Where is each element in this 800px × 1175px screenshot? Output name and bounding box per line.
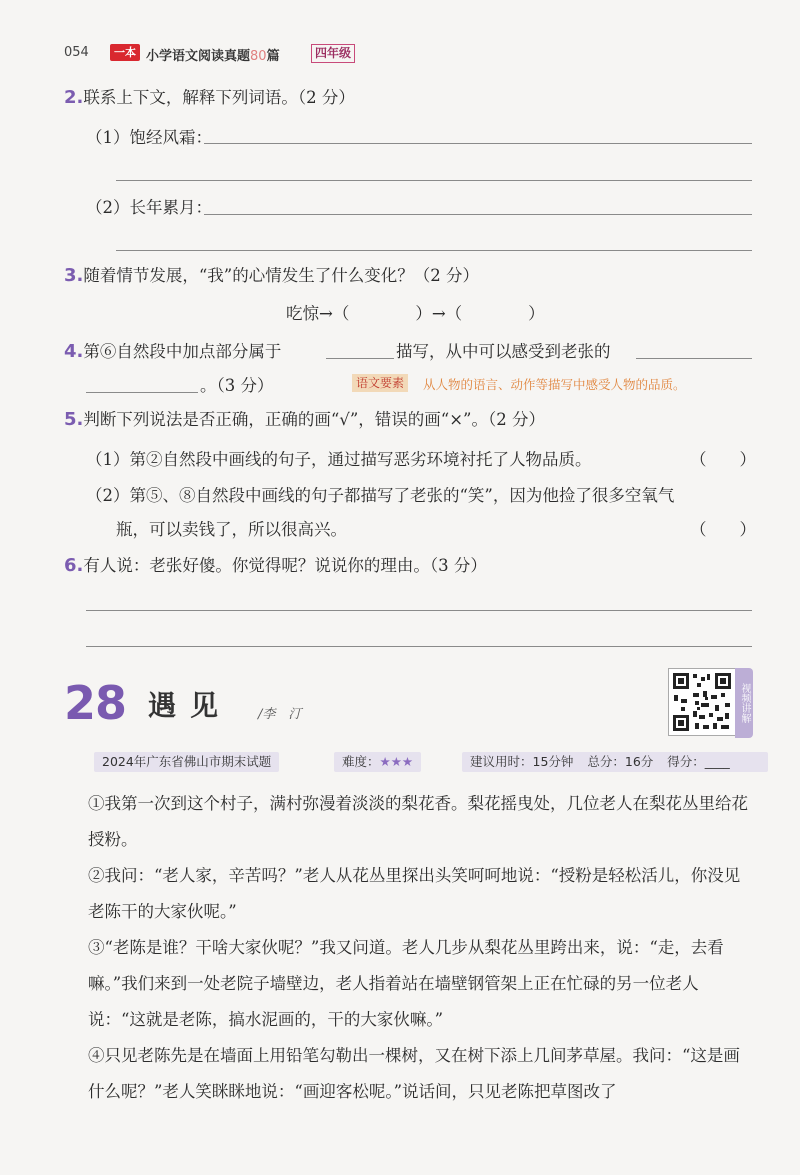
question-4 [64, 338, 281, 362]
question-5-item-1: （1）第②自然段中画线的句子，通过描写恶劣环境衬托了人物品质。 [86, 450, 592, 469]
language-element-desc: 从人物的语言、动作等描写中感受人物的品质。 [423, 377, 686, 392]
question-2-item-2: （2）长年累月： [86, 198, 212, 217]
blank-line[interactable] [86, 392, 198, 393]
question-6-text: 有人说：老张好傻。你觉得呢？说说你的理由。（3 分） [83, 556, 487, 575]
question-3-number: 3. [64, 265, 84, 286]
grade-tag: 四年级 [311, 44, 355, 63]
total-score: 总分：16分 [587, 754, 654, 769]
book-title-suffix: 篇 [266, 49, 280, 64]
qr-code-icon[interactable] [668, 668, 736, 736]
blank-line[interactable] [636, 358, 752, 359]
passage-paragraph-1: ①我第一次到这个村子，满村弥漫着淡淡的梨花香。梨花摇曳处，几位老人在梨花丛里给花授粉。 [88, 794, 748, 849]
lesson-title: 遇见 [148, 689, 233, 722]
question-4-text-b: 描写，从中可以感受到老张的 [396, 342, 611, 361]
answer-line[interactable] [204, 214, 752, 215]
answer-line[interactable] [204, 143, 752, 144]
question-5-number: 5. [64, 409, 84, 430]
score-blank[interactable]: 得分：____ [667, 754, 730, 769]
blank-line[interactable] [326, 358, 394, 359]
answer-line[interactable] [116, 250, 752, 251]
answer-line[interactable] [86, 610, 752, 611]
difficulty-label: 难度： [342, 754, 380, 769]
passage-paragraph-2: ②我问：“老人家，辛苦吗？”老人从花丛里探出头笑呵呵地说：“授粉是轻松活儿，你没见老陈干的大家伙呢。” [88, 866, 741, 921]
book-title-prefix: 小学语文阅读真题 [146, 49, 251, 64]
video-explanation-tab[interactable]: 视频讲解 [735, 668, 753, 738]
question-5-item-2b: 瓶，可以卖钱了，所以很高兴。 [116, 520, 347, 539]
answer-line[interactable] [86, 646, 752, 647]
question-6-number: 6. [64, 555, 84, 576]
answer-bracket[interactable]: （ ） [690, 520, 756, 539]
info-bar [94, 752, 774, 772]
publisher-logo: 一本 [110, 44, 140, 61]
page-number: 054 [64, 45, 89, 60]
language-element-tag: 语文要素 [352, 374, 408, 392]
book-title-number: 80 [250, 49, 267, 64]
answer-line[interactable] [116, 180, 752, 181]
book-title [146, 45, 280, 64]
passage-paragraph-4: ④只见老陈先是在墙面上用铅笔勾勒出一棵树，又在树下添上几间茅草屋。我问：“这是画什么呢？”老人笑眯眯地说：“画迎客松呢。”说话间，只见老陈把草图改了 [88, 1046, 740, 1101]
lesson-number: 28 [64, 676, 127, 730]
question-2-text: 联系上下文，解释下列词语。（2 分） [83, 88, 355, 107]
question-4-text-c: 。（3 分） [200, 376, 274, 395]
question-2 [64, 84, 355, 108]
question-4-text-a: 第⑥自然段中加点部分属于 [83, 342, 282, 361]
question-4-number: 4. [64, 341, 84, 362]
answer-bracket[interactable]: （ ） [690, 450, 756, 469]
question-2-number: 2. [64, 87, 84, 108]
question-5-text: 判断下列说法是否正确，正确的画“√”，错误的画“×”。（2 分） [83, 410, 545, 429]
difficulty-stars: ★★★ [379, 754, 414, 769]
suggested-time: 建议用时：15分钟 [470, 754, 574, 769]
question-6 [64, 552, 487, 576]
question-3 [64, 262, 479, 286]
question-2-item-1: （1）饱经风霜： [86, 128, 212, 147]
question-5-item-2a: （2）第⑤、⑧自然段中画线的句子都描写了老张的“笑”，因为他捡了很多空氧气 [86, 486, 675, 505]
question-3-text: 随着情节发展，“我”的心情发生了什么变化？（2 分） [83, 266, 479, 285]
lesson-author: /李 汀 [258, 707, 302, 722]
time-score-pill [462, 752, 768, 772]
question-5 [64, 406, 545, 430]
difficulty [334, 752, 421, 772]
source-label: 2024年广东省佛山市期末试题 [94, 752, 279, 772]
passage-paragraph-3: ③“老陈是谁？干啥大家伙呢？”我又问道。老人几步从梨花丛里跨出来，说：“走，去看嘛。”我们来到一处老院子墙壁边，老人指着站在墙壁钢管架上正在忙碌的另一位老人说：“这就是老陈，搞水泥画的，干的大家伙嘛。” [88, 938, 724, 1029]
question-3-chain: 吃惊→（ ）→（ ） [286, 304, 545, 323]
